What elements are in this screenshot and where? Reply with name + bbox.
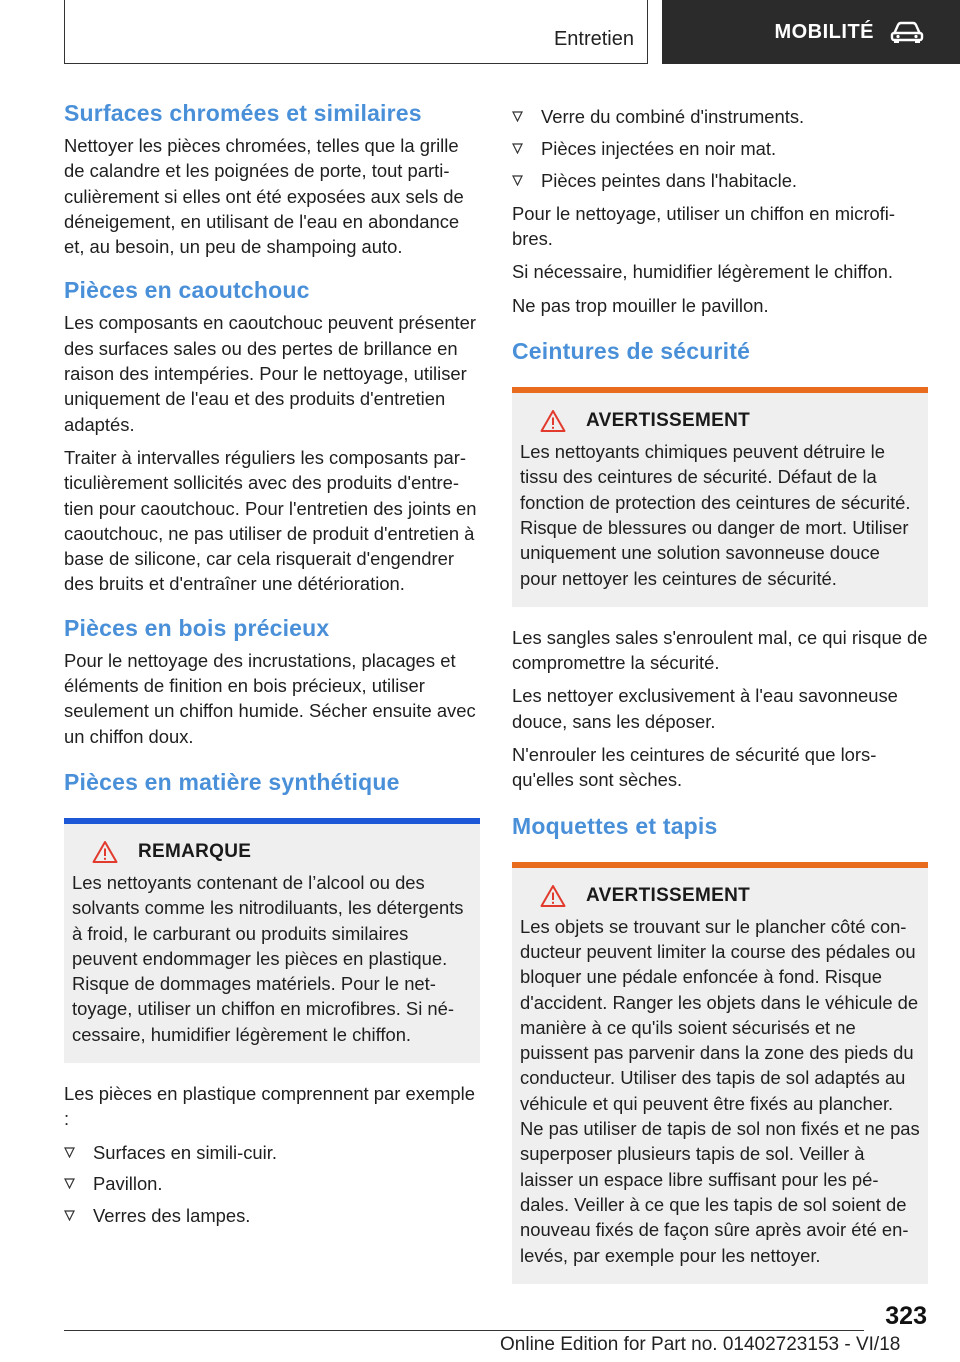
heading-chrome: Surfaces chromées et similaires xyxy=(64,100,422,126)
warning-bar xyxy=(512,862,928,868)
header-section-title: Entretien xyxy=(553,28,634,50)
warning-box-belts xyxy=(512,387,928,607)
bullet-triangle-icon xyxy=(512,111,523,122)
bullet-triangle-icon xyxy=(512,143,523,154)
warning-triangle-icon xyxy=(92,840,118,864)
paragraph-belts-1: Les sangles sales s'enroulent mal, ce qui risque de compromettre la sécurité. xyxy=(512,626,928,674)
page-header xyxy=(0,0,960,66)
right-column xyxy=(512,104,928,1302)
bullet-triangle-icon xyxy=(64,1178,75,1189)
page-number: 323 xyxy=(885,1302,927,1330)
list-item: Pièces peintes dans l'habitacle. xyxy=(512,168,928,193)
bullet-triangle-icon xyxy=(512,175,523,186)
paragraph-microfiber: Pour le nettoyage, utiliser un chiffon en microfibres. xyxy=(512,202,895,250)
heading-rubber: Pièces en caoutchouc xyxy=(64,277,310,304)
warning-text: Les nettoyants chimiques peuvent détruire le tissu des ceintures de sécurité. Défaut de la fonction de protection des ceintures de sécurité. Risque de blessures ou danger de mort. Utiliser uniquement une solution savonneuse douce pour nettoyer les ceintures de sécurité. xyxy=(520,441,911,589)
paragraph-belts-3: N'enrouler les ceintures de sécurité que lorsqu'elles sont sèches. xyxy=(512,744,877,791)
section-wood xyxy=(64,615,480,749)
left-column xyxy=(64,100,480,1243)
heading-wood: Pièces en bois précieux xyxy=(64,614,330,641)
list-item: Surfaces en simili-cuir. xyxy=(64,1140,480,1165)
list-item: Verre du combiné d'instruments. xyxy=(512,104,928,129)
bullet-triangle-icon xyxy=(64,1147,75,1158)
paragraph-humidify: Si nécessaire, humidifier légèrement le chiffon. xyxy=(512,261,893,283)
paragraph-headliner: Ne pas trop mouiller le pavillon. xyxy=(512,294,769,316)
warning-title: AVERTISSEMENT xyxy=(586,884,751,906)
interior-list xyxy=(512,104,928,193)
note-bar xyxy=(64,818,480,824)
note-title: REMARQUE xyxy=(138,840,252,862)
section-carpets xyxy=(512,813,928,1284)
paragraph-plastic-intro: Les pièces en plastique comprennent par exemple : xyxy=(64,1083,475,1130)
list-item: Pavillon. xyxy=(64,1171,480,1196)
heading-synthetic: Pièces en matière synthétique xyxy=(64,768,400,795)
bullet-triangle-icon xyxy=(64,1210,75,1221)
header-chapter-tab xyxy=(662,0,960,64)
paragraph-rubber-2: Traiter à intervalles réguliers les composants particulièrement sollicités avec des produits d'entretien pour caoutchouc. Pour l'entretien des joints en caoutchouc, ne pas utiliser de produit d'entretien à base de silicone, car cela risquerait d'engendrer des bruits et d'entraîner une détérioration. xyxy=(64,446,477,595)
warning-title: AVERTISSEMENT xyxy=(586,410,751,432)
note-box xyxy=(64,818,480,1063)
heading-belts: Ceintures de sécurité xyxy=(512,338,751,365)
section-belts xyxy=(512,338,928,793)
note-text: Les nettoyants contenant de l’alcool ou des solvants comme les nitrodiluants, les détergents à froid, le carburant ou produits similaires peuvent endommager les pièces en plastique. Risque de dommages matériels. Pour le nettoyage, utiliser un chiffon en microfibres. Si nécessaire, humidifier légèrement le chiffon. xyxy=(72,871,464,1045)
car-icon xyxy=(890,20,924,44)
warning-bar xyxy=(512,387,928,393)
warning-triangle-icon xyxy=(540,884,566,908)
paragraph-rubber-1: Les composants en caoutchouc peuvent présenter des surfaces sales ou des pertes de brillance en raison des intempéries. Pour le nettoyage, utiliser uniquement de l'eau et des produits d'entretien adaptés. xyxy=(64,312,477,435)
heading-carpets: Moquettes et tapis xyxy=(512,812,718,839)
warning-triangle-icon xyxy=(540,409,566,433)
warning-text: Les objets se trouvant sur le plancher côté conducteur peuvent limiter la course des pédales ou bloquer une pédale enfoncée à fond. Risque d'accident. Ranger les objets dans le véhicule de manière à ce qu'ils soient sécurisés et ne puissent pas parvenir dans la zone des pieds du conducteur. Utiliser des tapis de sol adaptés au véhicule et qui peuvent être fixés au plancher. Ne pas utiliser de tapis de sol non fixés et ne pas superposer plusieurs tapis de sol. Veiller à laisser un espace libre suffisant pour les pédales. Veiller à ce que les tapis de sol soient de nouveau fixés de façon sûre après avoir été enlevés, par exemple pour les nettoyer. xyxy=(520,915,920,1266)
paragraph-belts-2: Les nettoyer exclusivement à l'eau savonneuse douce, sans les déposer. xyxy=(512,685,898,732)
section-rubber xyxy=(64,277,480,596)
warning-header xyxy=(520,884,920,908)
footer-divider xyxy=(64,1330,864,1331)
list-item: Verres des lampes. xyxy=(64,1203,480,1228)
section-chrome xyxy=(64,100,480,259)
footer-edition: Online Edition for Part no. 01402723153 - VI/18 xyxy=(500,1334,901,1355)
plastic-list xyxy=(64,1140,480,1229)
header-chapter-label: MOBILITÉ xyxy=(774,20,874,43)
note-header xyxy=(72,840,472,864)
paragraph-wood: Pour le nettoyage des incrustations, placages et éléments de finition en bois précieux, utiliser seulement un chiffon humide. Sécher ensuite avec un chiffon doux. xyxy=(64,649,476,747)
section-synthetic xyxy=(64,769,480,1229)
paragraph-chrome: Nettoyer les pièces chromées, telles que la grille de calandre et les poignées de porte, tout particulièrement si elles ont été exposées aux sels de déneigement, en utilisant de l'eau en abondance et, au besoin, un peu de shampoing auto. xyxy=(64,135,464,258)
list-item: Pièces injectées en noir mat. xyxy=(512,136,928,161)
warning-box-carpets xyxy=(512,862,928,1284)
warning-header xyxy=(520,409,920,433)
